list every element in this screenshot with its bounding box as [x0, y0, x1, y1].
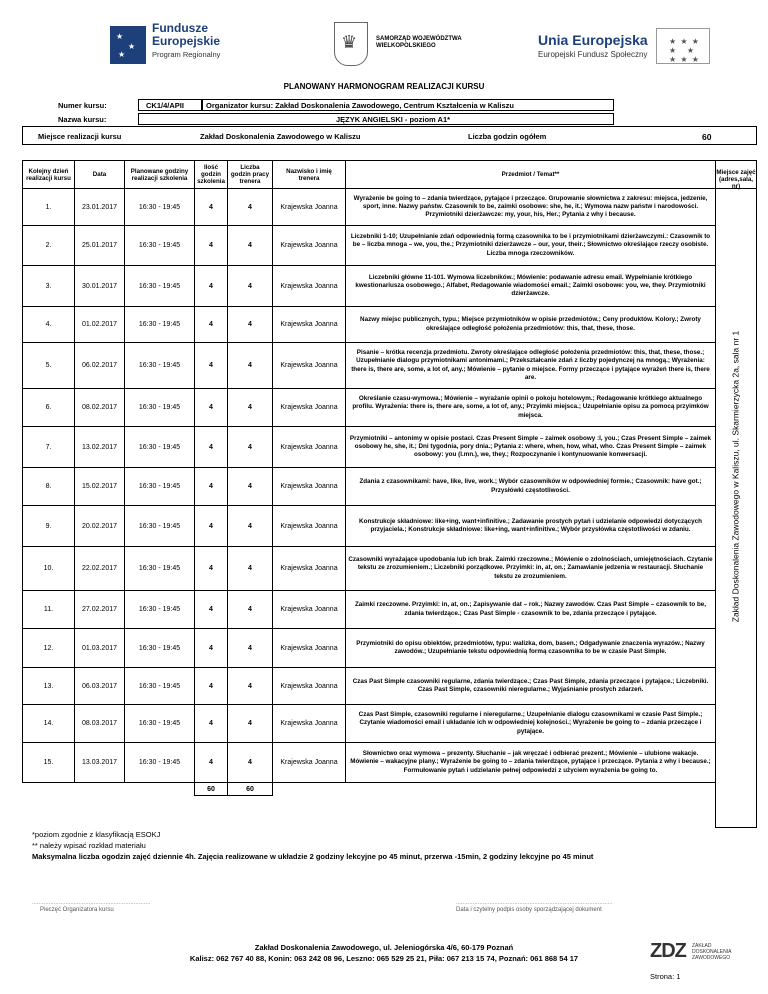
empty-cell	[75, 783, 125, 796]
place-value: Zakład Doskonalenia Zawodowego w Kaliszu, ul. Skarmierzycka 2a, sala nr 1	[730, 330, 741, 623]
row-trainer: Krajewska Joanna	[273, 668, 346, 705]
row-time: 16:30 - 19:45	[125, 705, 195, 743]
schedule-table	[22, 160, 716, 796]
row-hours: 4	[195, 389, 228, 427]
row-trainer-hours: 4	[228, 343, 273, 389]
miejsce-value: Zakład Doskonalenia Zawodowego w Kaliszu	[200, 132, 361, 141]
eu-flag-icon: ★ ★ ★ ★ ★ ★ ★ ★	[656, 28, 710, 64]
row-trainer: Krajewska Joanna	[273, 189, 346, 226]
row-trainer-hours: 4	[228, 226, 273, 266]
row-number: 5.	[23, 343, 75, 389]
row-topic: Liczebniki główne 11-101. Wymowa liczebników.; Mówienie: podawanie adresu email. Wypełnianie krótkiego kwestionariusza osobowego.; Alfabet, Redagowanie wiadomości email.; Zaimki osobowe: you, we, they. Przymiotniki dzierżawcze.	[346, 266, 716, 307]
col-topic: Przedmiot / Temat**	[346, 161, 716, 189]
row-date: 30.01.2017	[75, 266, 125, 307]
row-time: 16:30 - 19:45	[125, 468, 195, 506]
row-number: 6.	[23, 389, 75, 427]
row-hours: 4	[195, 668, 228, 705]
row-hours: 4	[195, 343, 228, 389]
row-hours: 4	[195, 705, 228, 743]
row-number: 13.	[23, 668, 75, 705]
row-date: 08.03.2017	[75, 705, 125, 743]
row-date: 27.02.2017	[75, 591, 125, 629]
table-row	[23, 506, 716, 547]
empty-cell	[346, 783, 716, 796]
row-trainer-hours: 4	[228, 389, 273, 427]
signature-dots-right: ..............................................................................................	[456, 900, 613, 906]
row-trainer: Krajewska Joanna	[273, 743, 346, 783]
table-row	[23, 307, 716, 343]
row-trainer: Krajewska Joanna	[273, 427, 346, 468]
document-title: PLANOWANY HARMONOGRAM REALIZACJI KURSU	[283, 82, 485, 91]
row-topic: Przymiotniki – antonimy w opisie postaci. Czas Present Simple – zaimek osobowy :I, you.; Czas Present Simple – zaimek osobowy he, she, it.; Dni tygodnia, pory dnia.; Pytania z: where, when, how, what, who. Czas Present Simple – zaimek osobowy: you (l.mn.), we, they.; Rozpoczynanie i kontynuowanie konwersacji.	[346, 427, 716, 468]
col-date: Data	[75, 161, 125, 189]
eagle-crest-icon: ♛	[334, 22, 368, 66]
row-date: 15.02.2017	[75, 468, 125, 506]
row-trainer: Krajewska Joanna	[273, 266, 346, 307]
signature-label: Data i czytelny podpis osoby sporządzającej dokument	[456, 907, 602, 913]
row-topic: Czas Past Simple czasowniki regularne, zdania twierdzące.; Czas Past Simple, zdania przeczące i pytające.; Liczebniki. Czas Past Simple, czasowniki nieregularne.; Wyjaśnianie prostych zdarzeń.	[346, 668, 716, 705]
row-number: 2.	[23, 226, 75, 266]
row-topic: Liczebniki 1-10; Uzupełnianie zdań odpowiednią formą czasownika to be i przymiotnikami dzierżawczymi.: Czasownik to be – liczba mnoga – we, you, the.; Przymiotniki dzierżawcze – our, your, their.; Słownictwo określające rzeczy osobiste. Liczba mnoga rzeczowników.	[346, 226, 716, 266]
numer-value: CK1/4/APII	[146, 101, 184, 110]
row-hours: 4	[195, 629, 228, 668]
row-trainer: Krajewska Joanna	[273, 547, 346, 591]
row-date: 23.01.2017	[75, 189, 125, 226]
fundusze-europejskie-logo: ★ ★ ★ Fundusze Europejskie Program Regionalny	[110, 22, 230, 68]
row-number: 4.	[23, 307, 75, 343]
row-topic: Nazwy miejsc publicznych, typu.; Miejsce przymiotników w opisie przedmiotów.; Ceny produktów. Kolory.; Zwroty określające odległość położenia przedmiotów: this, that, these, those.	[346, 307, 716, 343]
row-number: 10.	[23, 547, 75, 591]
table-header-row	[23, 161, 716, 189]
stamp-label: Pieczęć Organizatora kursu	[40, 907, 114, 913]
row-hours: 4	[195, 506, 228, 547]
row-time: 16:30 - 19:45	[125, 389, 195, 427]
table-row	[23, 547, 716, 591]
row-date: 06.03.2017	[75, 668, 125, 705]
row-topic: Wyrażenie be going to – zdania twierdzące, pytające i przeczące. Grupowanie słownictwa z zakresu: miejsca, jedzenie, sport, inne. Nazwy państw. Czasownik to be, zaimki osobowe: she, he, it.; Wymowa nazw państw i narodowości. Przymiotniki dzierżawcze: my, your, his, Her.; Pytania z why i because.	[346, 189, 716, 226]
nazwa-value: JĘZYK ANGIELSKI - poziom A1*	[336, 115, 451, 124]
table-row	[23, 468, 716, 506]
row-date: 22.02.2017	[75, 547, 125, 591]
row-topic: Czas Past Simple, czasowniki regularne i nieregularne.; Uzupełnianie dialogu czasownikami w czasie Past Simple.; Czytanie wiadomości email i układanie ich w odpowiedniej kolejności.; Wyrażenie be going to – zdania przeczące i pytające.	[346, 705, 716, 743]
row-date: 13.03.2017	[75, 743, 125, 783]
row-hours: 4	[195, 307, 228, 343]
row-number: 12.	[23, 629, 75, 668]
footer-address: Zakład Doskonalenia Zawodowego, ul. Jeleniogórska 4/6, 60-179 Poznań Kalisz: 062 767 40 88, Konin: 063 242 08 96, Leszno: 065 529 25 21, Piła: 067 213 15 74, Poznań: 061 868 54 17	[189, 943, 579, 963]
empty-cell	[273, 783, 346, 796]
table-row	[23, 705, 716, 743]
table-row	[23, 226, 716, 266]
row-trainer: Krajewska Joanna	[273, 591, 346, 629]
row-trainer-hours: 4	[228, 629, 273, 668]
table-row	[23, 743, 716, 783]
row-date: 08.02.2017	[75, 389, 125, 427]
row-time: 16:30 - 19:45	[125, 743, 195, 783]
liczba-label: Liczba godzin ogółem	[468, 132, 547, 141]
footnote-1: *poziom zgodnie z klasyfikacją ESOKJ	[32, 830, 161, 839]
row-trainer: Krajewska Joanna	[273, 629, 346, 668]
row-trainer-hours: 4	[228, 468, 273, 506]
row-time: 16:30 - 19:45	[125, 591, 195, 629]
row-date: 20.02.2017	[75, 506, 125, 547]
col-trainer-hours: Liczba godzin pracy trenera	[228, 161, 273, 189]
logo-bar	[0, 0, 768, 80]
row-hours: 4	[195, 591, 228, 629]
row-time: 16:30 - 19:45	[125, 427, 195, 468]
row-hours: 4	[195, 266, 228, 307]
row-time: 16:30 - 19:45	[125, 547, 195, 591]
row-trainer-hours: 4	[228, 266, 273, 307]
row-trainer-hours: 4	[228, 427, 273, 468]
row-date: 01.02.2017	[75, 307, 125, 343]
table-row	[23, 591, 716, 629]
row-number: 1.	[23, 189, 75, 226]
row-date: 13.02.2017	[75, 427, 125, 468]
row-time: 16:30 - 19:45	[125, 226, 195, 266]
organizator: Organizator kursu: Zakład Doskonalenia Zawodowego, Centrum Kształcenia w Kaliszu	[206, 101, 514, 110]
table-row	[23, 189, 716, 226]
col-place: Miejsce zajęć (adres,sala, nr)	[716, 161, 756, 189]
row-topic: Przymiotniki do opisu obiektów, przedmiotów, typu: walizka, dom, basen.; Odgadywanie znaczenia wyrazów.; Nazwy zawodów.; Uzupełnianie tekstu odpowiednią formą czasownika to be w czasie Past Simple.	[346, 629, 716, 668]
total-hours: 60	[195, 783, 228, 796]
row-topic: Konstrukcje składniowe: like+ing, want+infinitive.; Zadawanie prostych pytań i udzielanie odpowiedzi dotyczących przyjaciela.; Konstrukcje składniowe: like+ing, want+infinitive.; Wybór przysłówka częstotliwości w zdaniu.	[346, 506, 716, 547]
row-trainer: Krajewska Joanna	[273, 506, 346, 547]
row-date: 01.03.2017	[75, 629, 125, 668]
row-trainer-hours: 4	[228, 668, 273, 705]
zdz-logo: ZDZ ZAKŁAD DOSKONALENIA ZAWODOWEGO	[650, 940, 732, 962]
row-trainer: Krajewska Joanna	[273, 307, 346, 343]
row-number: 14.	[23, 705, 75, 743]
row-trainer: Krajewska Joanna	[273, 226, 346, 266]
table-row	[23, 266, 716, 307]
col-day: Kolejny dzień realizacji kursu	[23, 161, 75, 189]
fe-star-icon: ★ ★ ★	[110, 26, 146, 64]
row-number: 15.	[23, 743, 75, 783]
row-hours: 4	[195, 427, 228, 468]
row-date: 25.01.2017	[75, 226, 125, 266]
row-hours: 4	[195, 226, 228, 266]
col-count: Ilość godzin szkolenia	[195, 161, 228, 189]
row-trainer-hours: 4	[228, 743, 273, 783]
row-hours: 4	[195, 468, 228, 506]
row-topic: Zaimki rzeczowne. Przyimki: in, at, on.; Zapisywanie dat – rok.; Nazwy zawodów. Czas Past Simple – czasownik to be, zdania twierdzące.; Czas Past Simple - czasownik to be, zdania przeczące i pytające.	[346, 591, 716, 629]
row-trainer: Krajewska Joanna	[273, 389, 346, 427]
footnote-2: ** należy wpisać rozkład materiału	[32, 841, 146, 850]
page-number: Strona: 1	[650, 972, 681, 981]
numer-label: Numer kursu:	[58, 101, 107, 110]
empty-cell	[125, 783, 195, 796]
row-trainer-hours: 4	[228, 189, 273, 226]
table-row	[23, 389, 716, 427]
row-trainer: Krajewska Joanna	[273, 343, 346, 389]
row-hours: 4	[195, 743, 228, 783]
row-hours: 4	[195, 189, 228, 226]
row-trainer: Krajewska Joanna	[273, 468, 346, 506]
row-time: 16:30 - 19:45	[125, 506, 195, 547]
row-trainer-hours: 4	[228, 705, 273, 743]
place-column	[715, 160, 757, 828]
row-time: 16:30 - 19:45	[125, 668, 195, 705]
row-time: 16:30 - 19:45	[125, 629, 195, 668]
nazwa-label: Nazwa kursu:	[58, 115, 107, 124]
footnote-3: Maksymalna liczba ogodzin zajęć dziennie 4h. Zajęcia realizowane w układzie 2 godziny lekcyjne po 45 minut, przerwa -15min, 2 godziny lekcyjne po 45 minut	[32, 852, 594, 861]
col-hours: Planowane godziny realizacji szkolenia	[125, 161, 195, 189]
row-hours: 4	[195, 547, 228, 591]
empty-cell	[23, 783, 75, 796]
total-trainer-hours: 60	[228, 783, 273, 796]
row-trainer-hours: 4	[228, 307, 273, 343]
signature-dots-left: .......................................................................	[32, 900, 151, 906]
miejsce-label: Miejsce realizacji kursu	[38, 132, 122, 141]
row-number: 9.	[23, 506, 75, 547]
table-row	[23, 343, 716, 389]
row-number: 8.	[23, 468, 75, 506]
row-time: 16:30 - 19:45	[125, 343, 195, 389]
row-trainer-hours: 4	[228, 547, 273, 591]
row-topic: Określanie czasu-wymowa.; Mówienie – wyrażanie opinii o pokoju hotelowym.; Redagowanie krótkiego aktualnego profilu. Wyrażenia: there is, there are, some, a lot of, any.; Przyimki miejsca.; Uzupełnianie opisu za pomocą przyimków miejsca.	[346, 389, 716, 427]
row-topic: Zdania z czasownikami: have, like, live, work.; Wybór czasowników w odpowiedniej formie.; Czasownik: have got.; Przysłówki częstotliwości.	[346, 468, 716, 506]
row-time: 16:30 - 19:45	[125, 189, 195, 226]
row-topic: Słownictwo oraz wymowa – prezenty. Słuchanie – jak wręczać i odbierać prezent.; Mówienie – ulubione wakacje. Mówienie – wakacyjne plany.; Wyrażenie be going to – zdania twierdzące, pytające i przeczące. Pytania z why i because.; Formułowanie pytań i udzielanie pełnej odpowiedzi z użyciem wyrażenia be going to.	[346, 743, 716, 783]
row-trainer-hours: 4	[228, 506, 273, 547]
row-time: 16:30 - 19:45	[125, 307, 195, 343]
row-number: 7.	[23, 427, 75, 468]
table-row	[23, 427, 716, 468]
row-topic: Czasowniki wyrażające upodobania lub ich brak. Zaimki rzeczowne.; Mówienie o zdolnościach, umiejętnościach. Czytanie tekstu ze zrozumieniem.; Liczebniki porządkowe. Przyimki: in, at, on.; Zamawianie jedzenia w restauracji. Słuchanie tekstu ze zrozumieniem.	[346, 547, 716, 591]
row-date: 06.02.2017	[75, 343, 125, 389]
liczba-value: 60	[702, 132, 712, 142]
row-number: 11.	[23, 591, 75, 629]
row-trainer: Krajewska Joanna	[273, 705, 346, 743]
table-row	[23, 668, 716, 705]
row-topic: Pisanie – krótka recenzja przedmiotu. Zwroty określające odległość położenia przedmiotów: this, that, these, those.; Uzupełnianie dialogu przymiotnikami antonimami.; Przekształcanie zdań z liczby pojedynczej na mnogą.; Wyrażenia: there is, there are, some, a lot of, any.; Mówienie – pytanie o miejsce. Formy przeczące i pytające wyrażeń there is, there are.	[346, 343, 716, 389]
row-time: 16:30 - 19:45	[125, 266, 195, 307]
row-number: 3.	[23, 266, 75, 307]
table-row	[23, 629, 716, 668]
col-trainer: Nazwisko i imię trenera	[273, 161, 346, 189]
unia-europejska-logo: Unia Europejska Europejski Fundusz Społeczny ★ ★ ★ ★ ★ ★ ★ ★	[538, 28, 738, 68]
samorzad-logo: ♛ SAMORZĄD WOJEWÓDZTWA WIELKOPOLSKIEGO	[334, 22, 474, 66]
totals-row	[23, 783, 716, 796]
row-trainer-hours: 4	[228, 591, 273, 629]
